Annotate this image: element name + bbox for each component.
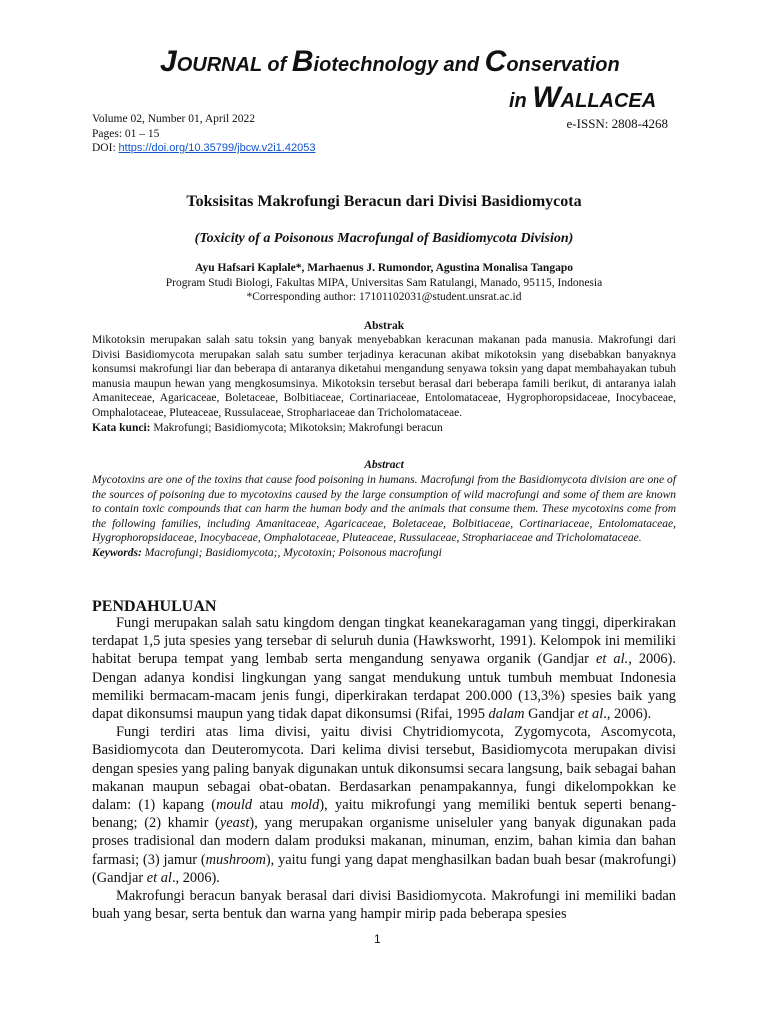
article-title: Toksisitas Makrofungi Beracun dari Divisi Basidiomycota <box>186 193 582 210</box>
journal-initial-b: B <box>291 45 314 78</box>
doi-label: DOI: <box>92 142 119 154</box>
keywords-label: Keywords: <box>92 546 142 559</box>
body-text <box>92 614 676 923</box>
journal-word-of: of <box>261 54 292 76</box>
authors: Ayu Hafsari Kaplale*, Marhaenus J. Rumondor, Agustina Monalisa Tangapo <box>195 262 573 274</box>
article-title-english: (Toxicity of a Poisonous Macrofungal of Basidiomycota Division) <box>194 231 574 246</box>
section-heading-pendahuluan: PENDAHULUAN <box>92 598 217 615</box>
corresponding-author: *Corresponding author: 17101102031@student.unsrat.ac.id <box>246 291 522 303</box>
journal-initial-c: C <box>484 45 507 78</box>
volume-info: Volume 02, Number 01, April 2022 <box>92 113 256 125</box>
abstract-body: Mycotoxins are one of the toxins that cause food poisoning in humans. Macrofungi from the Basidiomycota division are one of the sources of poisoning due to mycotoxins caused by the large consumption of wild macrofungi and some of them are known to contain toxic compounds that can harm the human body and the animals that consume them. These mycotoxins come from the following families, including Amanitaceae, Agaricaceae, Boletaceae, Bolbitiaceae, Cortinariaceae, Entolomataceae, Hygrophoropsidaceae, Inocybaceae, Omphalotaceae, Pluteaceae, Russulaceae, Strophariaceae and Tricholomataceae. <box>92 474 676 545</box>
journal-initial-w: W <box>532 81 561 114</box>
affiliation: Program Studi Biologi, Fakultas MIPA, Universitas Sam Ratulangi, Manado, 95115, Indonesia <box>165 277 603 289</box>
article-meta <box>92 112 315 156</box>
journal-word-and: and <box>438 54 485 76</box>
abstract-text <box>92 473 676 561</box>
keywords <box>92 546 676 561</box>
journal-word-biotechnology: iotechnology <box>313 54 438 76</box>
issn: e-ISSN: 2808-4268 <box>566 116 668 131</box>
doi-link[interactable]: https://doi.org/10.35799/jbcw.v2i1.42053 <box>118 142 316 154</box>
abstrak-text <box>92 333 676 435</box>
doi-line <box>92 141 315 156</box>
journal-word-conservation: onservation <box>506 54 620 76</box>
abstrak-heading: Abstrak <box>363 320 405 332</box>
abstract-heading: Abstract <box>364 459 404 471</box>
abstrak-body: Mikotoksin merupakan salah satu toksin yang banyak menyebabkan keracunan makanan pada manusia. Makrofungi dari Divisi Basidiomycota merupakan salah satu sumber terjadinya keracunan akibat mikotoksin yang disebabkan banyaknya konsumsi makrofungi liar dan beberapa di antaranya diketahui mengandung senyawa toksin yang dapat membahayakan tubuh manusia maupun hewan yang mengkosumsinya. Mikotoksin tersebut berasal dari beberapa famili berikut, di antaranya ialah Amaniteceae, Agaricaceae, Boletaceae, Bolbitiaceae, Cortinariaceae, Entolomataceae, Hygrophoropsidaceae, Inocybaceae, Omphalotaceae, Pluteaceae, Russulaceae, Strophariaceae dan Tricholomataceae. <box>92 334 676 419</box>
keywords-text: Macrofungi; Basidiomycota;, Mycotoxin; Poisonous macrofungi <box>141 546 442 559</box>
kata-kunci-text: Makrofungi; Basidiomycota; Mikotoksin; Makrofungi beracun <box>150 421 443 434</box>
paragraph-3: Makrofungi beracun banyak berasal dari divisi Basidiomycota. Makrofungi ini memiliki badan buah yang besar, serta bentuk dan warna yang hampir mirip pada beberapa spesies <box>92 888 676 923</box>
paragraph-2: Fungi terdiri atas lima divisi, yaitu divisi Chytridiomycota, Zygomycota, Ascomycota, Basidiomycota dan Deuteromycota. Dari kelima divisi tersebut, Basidiomycota merupakan divisi dengan spesies yang paling banyak digunakan untuk dikonsumsi secara langsung, baik sebagai bahan makanan maupun sebagai obat-obatan. Berdasarkan penampakannya, fungi dikelompokkan ke dalam: (1) kapang (mould atau mold), yaitu mikrofungi yang memiliki bentuk seperti benang-benang; (2) khamir (yeast), yang merupakan organisme uniseluler yang banyak digunakan pada proses tradisional dan modern dalam produksi makanan, minuman, enzim, bahan kimia dan bahan farmasi; (3) jamur (mushroom), yaitu fungi yang dapat menghasilkan badan buah besar (makrofungi) (Gandjar et al., 2006). <box>92 724 676 886</box>
journal-word-wallacea: ALLACEA <box>560 90 657 112</box>
journal-word-journal: OURNAL <box>176 54 262 76</box>
journal-initial-j: J <box>160 45 177 78</box>
journal-title-line-1 <box>160 45 620 79</box>
kata-kunci <box>92 421 676 436</box>
kata-kunci-label: Kata kunci: <box>92 421 151 434</box>
paragraph-1: Fungi merupakan salah satu kingdom dengan tingkat keanekaragaman yang tinggi, diperkirakan terdapat 1,5 juta spesies yang tersebar di seluruh dunia (Hawksworht, 1991). Kelompok ini memiliki habitat berupa tempat yang lembab serta mengandung senyawa organik (Gandjar et al., 2006). Dengan adanya kondisi lingkungan yang sangat mendukung untuk tumbuh membuat Indonesia memiliki bermacam-macam jenis fungi, diperkirakan terdapat 200.000 (13,3%) spesies baik yang dapat dikonsumsi maupun yang tidak dapat dikonsumsi (Rifai, 1995 dalam Gandjar et al., 2006). <box>92 615 676 723</box>
page-number: 1 <box>374 932 381 946</box>
pages-info: Pages: 01 – 15 <box>92 127 160 140</box>
journal-title-line-2 <box>509 81 656 115</box>
journal-word-in: in <box>509 90 533 112</box>
